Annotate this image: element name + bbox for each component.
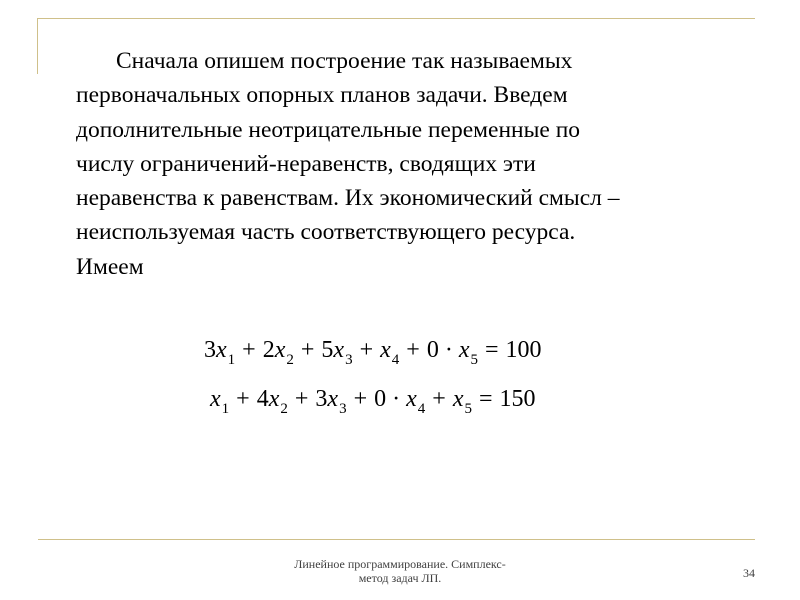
plus-operator: + (300, 337, 315, 363)
coefficient: 3 (204, 337, 216, 363)
subscript: 2 (286, 352, 294, 368)
paragraph-line: Имеем (76, 253, 144, 280)
plus-operator: + (359, 337, 374, 363)
multiplication-dot: · (444, 337, 453, 363)
variable: x (274, 337, 286, 363)
variable: x (327, 386, 339, 412)
equation-1 (204, 337, 542, 377)
subscript: 3 (345, 352, 353, 368)
footer-line-1: Линейное программирование. Симплекс- (294, 557, 506, 571)
paragraph-line: неравенства к равенствам. Их экономический смысл – (76, 185, 620, 212)
page-number: 34 (743, 566, 755, 580)
coefficient: 3 (315, 386, 328, 412)
paragraph-line: дополнительные неотрицательные переменные по (76, 116, 581, 143)
variable: x (216, 337, 227, 363)
right-hand-side: 150 (499, 386, 536, 412)
equation-2 (210, 386, 536, 426)
subscript: 1 (221, 401, 230, 417)
plus-operator: + (236, 386, 250, 412)
subscript: 4 (417, 401, 426, 417)
variable: x (333, 337, 345, 363)
plus-operator: + (406, 337, 420, 363)
paragraph-line: Сначала опишем построение так называемых (116, 48, 573, 74)
coefficient: 4 (256, 386, 269, 412)
plus-operator: + (432, 386, 446, 412)
decorative-bottom-line (38, 539, 755, 540)
multiplication-dot: · (392, 386, 401, 412)
subscript: 3 (339, 401, 347, 417)
decorative-left-line (37, 18, 38, 74)
variable: x (458, 337, 470, 363)
subscript: 1 (227, 352, 236, 368)
variable: x (452, 386, 464, 412)
variable: x (380, 337, 391, 363)
coefficient: 0 (374, 386, 387, 412)
right-hand-side: 100 (505, 337, 542, 363)
coefficient: 5 (321, 337, 334, 363)
coefficient: 0 (426, 337, 439, 363)
subscript: 4 (391, 352, 400, 368)
subscript: 2 (280, 401, 288, 417)
plus-operator: + (294, 386, 309, 412)
footer-line-2: метод задач ЛП. (358, 571, 442, 585)
variable: x (210, 386, 221, 412)
equals-sign: = (478, 386, 493, 412)
plus-operator: + (242, 337, 256, 363)
variable: x (406, 386, 417, 412)
decorative-top-line (38, 18, 755, 19)
plus-operator: + (353, 386, 368, 412)
paragraph-line: неиспользуемая часть соответствующего ресурса. (76, 219, 576, 246)
subscript: 5 (470, 352, 478, 368)
main-paragraph (76, 44, 776, 284)
subscript: 5 (464, 401, 472, 417)
paragraph-line: первоначальных опорных планов задачи. Введем (76, 82, 568, 109)
equals-sign: = (484, 337, 499, 363)
variable: x (268, 386, 280, 412)
coefficient: 2 (262, 337, 275, 363)
slide-footer (240, 557, 560, 585)
paragraph-line: числу ограничений-неравенств, сводящих эти (76, 150, 536, 177)
